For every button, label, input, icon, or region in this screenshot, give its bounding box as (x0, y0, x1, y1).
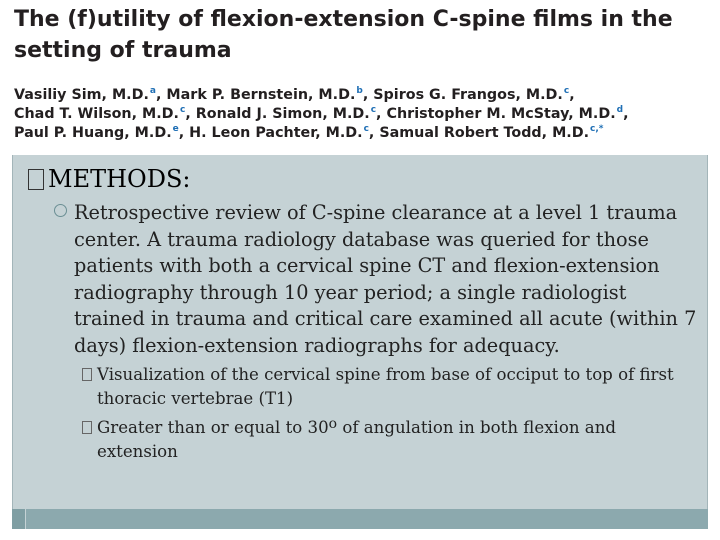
author-list (14, 86, 720, 143)
slide-footer-bar (12, 509, 708, 529)
affiliation-superscript: d (616, 105, 624, 115)
author-name-text: Vasiliy Sim, M.D. (14, 87, 149, 103)
affiliation-superscript: c (563, 86, 570, 96)
author-name: Paul P. Huang, M.D.$^e$, (14, 124, 185, 141)
author-name: H. Leon Pachter, M.D.$^c$, (189, 124, 375, 141)
article-title-line1: The (f)utility of flexion-extension C-spine films in the (14, 7, 673, 32)
affiliation-superscript: c (363, 124, 369, 134)
sub-bullet-angulation (82, 416, 692, 464)
article-title-line2: setting of trauma (14, 38, 232, 63)
author-name: Spiros G. Frangos, M.D.$^c$, (373, 86, 575, 103)
affiliation-superscript: e (172, 124, 179, 134)
sub-bullet-visualization (82, 363, 692, 411)
author-name-text: Chad T. Wilson, M.D. (14, 106, 179, 122)
methods-heading (28, 163, 190, 195)
author-name-text: Mark P. Bernstein, M.D. (166, 87, 356, 103)
footer-bar-mark (12, 509, 26, 529)
author-name-text: Spiros G. Frangos, M.D. (373, 87, 563, 103)
author-name-text: Christopher M. McStay, M.D. (386, 106, 616, 122)
author-name: Christopher M. McStay, M.D.$^d$, (386, 105, 629, 122)
angulation-text-end: of angulation in both flexion and extension (97, 418, 617, 461)
circle-bullet-icon (54, 204, 67, 217)
author-name-text: Samual Robert Todd, M.D. (379, 125, 590, 141)
article-title (14, 4, 720, 66)
affiliation-superscript: b (356, 86, 363, 96)
affiliation-superscript: c (370, 105, 377, 115)
article-header-image (0, 0, 720, 155)
affiliation-superscript: c (179, 105, 186, 115)
degree-symbol: o (328, 416, 338, 432)
author-name (379, 125, 603, 141)
sub-bullet-angulation-text (82, 416, 692, 464)
author-name: Vasiliy Sim, M.D.$^a$, (14, 86, 162, 103)
methods-heading-text: METHODS: (48, 165, 191, 193)
affiliation-superscript: c,* (590, 124, 604, 134)
square-bullet-icon (82, 421, 92, 434)
author-name-text: Ronald J. Simon, M.D. (195, 106, 370, 122)
sub-bullet-visualization-text: Visualization of the cervical spine from base of occiput to top of first thoracic vertebrae (T1) (97, 365, 674, 408)
methods-bullet: Retrospective review of C-spine clearance at a level 1 trauma center. A trauma radiology database was queried for those patients with both a cervical spine CT and flexion-extension radiography through 10 year period; a single radiologist trained in trauma and critical care examined all acute (within 7 days) flexion-extension radiographs for adequacy. (74, 201, 697, 357)
author-name-text: H. Leon Pachter, M.D. (189, 125, 363, 141)
square-bullet-icon (82, 368, 92, 381)
author-name: Ronald J. Simon, M.D.$^c$, (195, 105, 382, 122)
angulation-text-start: Greater than or equal to 30 (97, 418, 329, 437)
author-name-text: Paul P. Huang, M.D. (14, 125, 172, 141)
bullet-box-icon (28, 169, 44, 190)
affiliation-superscript: a (149, 86, 156, 96)
author-name: Chad T. Wilson, M.D.$^c$, (14, 105, 191, 122)
author-name: Mark P. Bernstein, M.D.$^b$, (166, 86, 369, 103)
